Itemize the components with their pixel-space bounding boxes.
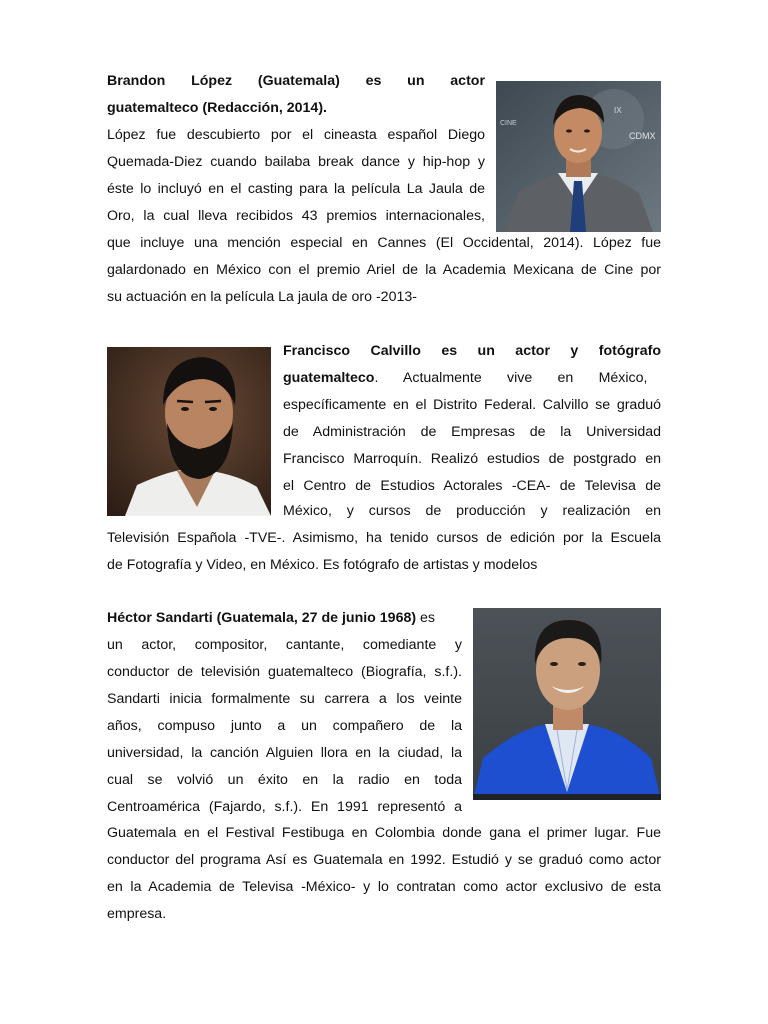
paragraph-line: el Centro de Estudios Actorales -CEA- de Televisa de xyxy=(283,478,661,494)
paragraph-line: universidad, la canción Alguien llora en la ciudad, la xyxy=(107,745,462,761)
paragraph-line: específicamente en el Distrito Federal. Calvillo se graduó xyxy=(283,397,661,413)
paragraph-line: conductor del programa Así es Guatemala en 1992. Estudió y se graduó como actor xyxy=(107,852,661,868)
paragraph-line: en la Academia de Televisa -México- y lo contratan como actor exclusivo de esta xyxy=(107,879,661,895)
paragraph-line-rest: . Actualmente vive en México, xyxy=(374,370,648,386)
francisco-calvillo-photo xyxy=(107,347,271,516)
paragraph-line: éste lo incluyó en el casting para la película La Jaula de xyxy=(107,181,485,197)
paragraph-line: que incluye una mención especial en Cannes (El Occidental, 2014). López fue xyxy=(107,235,661,251)
paragraph-line: México, y cursos de producción y realización en xyxy=(283,503,661,519)
backdrop-logo-text: CINE xyxy=(500,120,517,127)
paragraph-line: Televisión Española -TVE-. Asimismo, ha tenido cursos de edición por la Escuela xyxy=(107,530,661,546)
paragraph-line: Sandarti inicia formalmente su carrera a los veinte xyxy=(107,691,462,707)
paragraph-line: Francisco Calvillo es un actor y fotógrafo xyxy=(283,343,661,359)
paragraph-line: López fue descubierto por el cineasta español Diego xyxy=(107,127,485,143)
paragraph-line: galardonado en México con el premio Ariel de la Academia Mexicana de Cine por xyxy=(107,262,661,278)
paragraph-line: Quemada-Diez cuando bailaba break dance y hip-hop y xyxy=(107,154,485,170)
paragraph-line: años, compuso junto a un compañero de la xyxy=(107,718,462,734)
paragraph-line: empresa. xyxy=(107,906,167,922)
paragraph-line: su actuación en la película La jaula de oro -2013- xyxy=(107,289,417,305)
paragraph-line xyxy=(283,370,661,387)
paragraph-line: Brandon López (Guatemala) es un actor xyxy=(107,73,485,89)
backdrop-logo-text: IX xyxy=(614,106,622,115)
paragraph-line: cual se volvió un éxito en la radio en toda xyxy=(107,772,462,788)
bold-name-text: guatemalteco xyxy=(283,370,375,386)
paragraph-line xyxy=(107,610,462,627)
paragraph-line: conductor de televisión guatemalteco (Biografía, s.f.). xyxy=(107,664,462,680)
paragraph-line: Francisco Marroquín. Realizó estudios de postgrado en xyxy=(283,451,661,467)
paragraph-line: un actor, compositor, cantante, comediante y xyxy=(107,637,462,653)
paragraph-line: Centroamérica (Fajardo, s.f.). En 1991 representó a xyxy=(107,799,462,815)
bold-name-text: Héctor Sandarti (Guatemala, 27 de junio 1968) xyxy=(107,610,417,626)
paragraph-line: Guatemala en el Festival Festibuga en Colombia donde gana el primer lugar. Fue xyxy=(107,825,661,841)
backdrop-logo-text: CDMX xyxy=(629,131,656,141)
paragraph-line: de Fotografía y Video, en México. Es fotógrafo de artistas y modelos xyxy=(107,557,538,573)
paragraph-line: Oro, la cual lleva recibidos 43 premios internacionales, xyxy=(107,208,485,224)
hector-sandarti-photo xyxy=(473,608,661,800)
paragraph-line-rest: es xyxy=(420,610,436,626)
paragraph-line: de Administración de Empresas de la Universidad xyxy=(283,424,661,440)
brandon-lopez-photo xyxy=(496,81,661,232)
paragraph-line: guatemalteco (Redacción, 2014). xyxy=(107,100,327,116)
